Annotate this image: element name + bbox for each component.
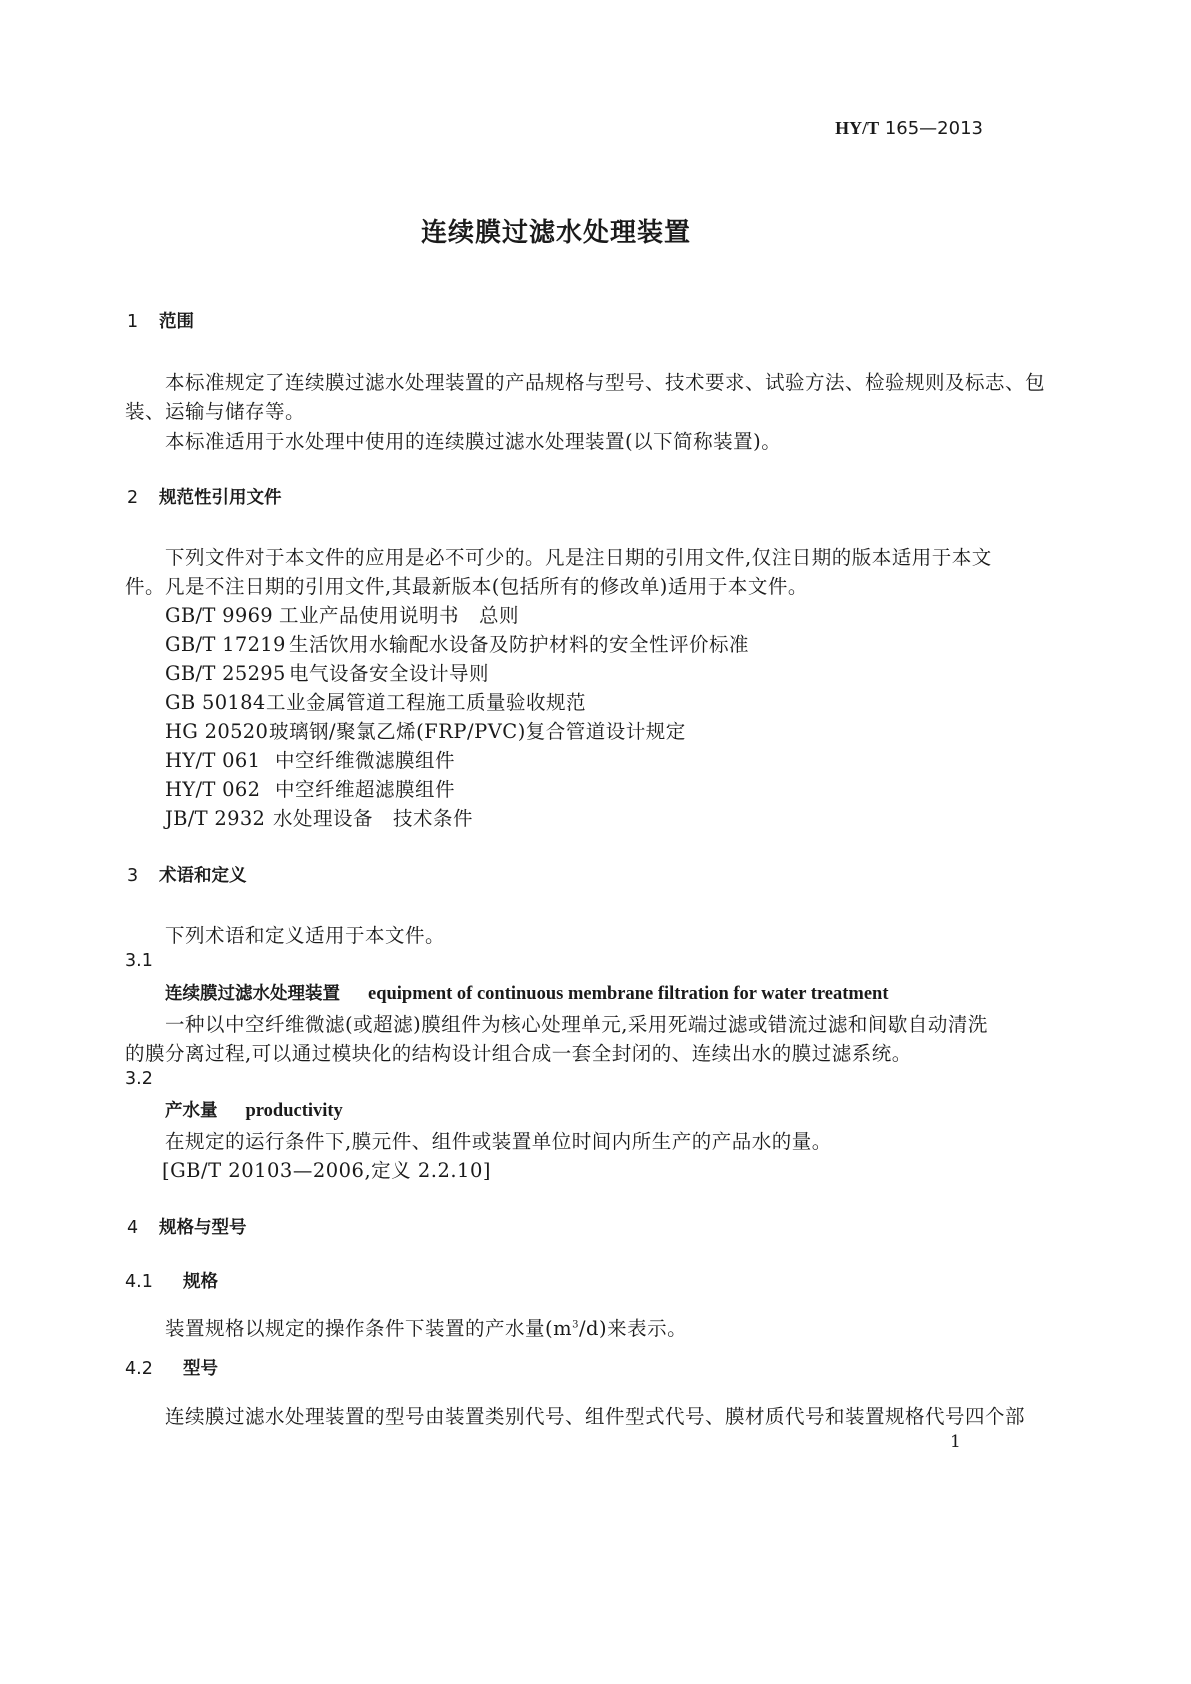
term-number: 3.1: [125, 951, 153, 971]
term-chinese: 连续膜过滤水处理装置: [165, 984, 340, 1004]
term-english: equipment of continuous membrane filtration for water treatment: [368, 984, 889, 1004]
subsection-number: 4.1: [125, 1272, 153, 1292]
reference-code: GB/T 25295: [165, 662, 286, 685]
reference-code: JB/T 2932: [165, 807, 266, 830]
section-3-heading: [127, 862, 247, 887]
reference-title: 生活饮用水输配水设备及防护材料的安全性评价标准: [289, 633, 750, 656]
section-title: 术语和定义: [159, 866, 247, 886]
paragraph-line: 连续膜过滤水处理装置的型号由装置类别代号、组件型式代号、膜材质代号和装置规格代号四个部: [165, 1405, 1026, 1428]
reference-code: HY/T 061: [165, 749, 261, 772]
reference-title: 中空纤维超滤膜组件: [275, 778, 456, 801]
paragraph: 本标准适用于水处理中使用的连续膜过滤水处理装置(以下简称装置)。: [165, 430, 782, 453]
definition-line: 一种以中空纤维微滤(或超滤)膜组件为核心处理单元,采用死端过滤或错流过滤和间歇自动清洗: [165, 1013, 988, 1036]
paragraph-line: 件。凡是不注日期的引用文件,其最新版本(包括所有的修改单)适用于本文件。: [125, 575, 808, 598]
reference-code: GB/T 17219: [165, 633, 286, 656]
reference-item: [165, 658, 489, 686]
section-title: 规格与型号: [159, 1218, 247, 1238]
paragraph-text: 装置规格以规定的操作条件下装置的产水量(m: [165, 1317, 573, 1340]
superscript: 3: [572, 1319, 579, 1331]
term-english: productivity: [245, 1101, 343, 1121]
section-2-heading: [127, 484, 282, 509]
section-number: 2: [127, 488, 139, 508]
term-entry: [165, 980, 889, 1005]
term-entry: [165, 1097, 343, 1122]
paragraph-line: 下列文件对于本文件的应用是必不可少的。凡是注日期的引用文件,仅注日期的版本适用于本文: [165, 546, 992, 569]
document-title: 连续膜过滤水处理装置: [420, 218, 691, 248]
paragraph: 下列术语和定义适用于本文件。: [165, 924, 446, 947]
reference-item: [165, 803, 473, 831]
reference-title: 中空纤维微滤膜组件: [275, 749, 456, 772]
definition-source: [GB/T 20103—2006,定义 2.2.10]: [162, 1159, 491, 1182]
paragraph-line: 本标准规定了连续膜过滤水处理装置的产品规格与型号、技术要求、试验方法、检验规则及标志、包: [165, 371, 1046, 394]
definition: 在规定的运行条件下,膜元件、组件或装置单位时间内所生产的产品水的量。: [165, 1130, 832, 1153]
section-title: 范围: [159, 312, 194, 332]
subsection-number: 4.2: [125, 1359, 153, 1379]
section-1-heading: [127, 308, 194, 333]
section-title: 规范性引用文件: [159, 488, 282, 508]
reference-title: 电气设备安全设计导则: [289, 662, 490, 685]
paragraph: [165, 1313, 687, 1341]
subsection-4-1-heading: [125, 1268, 218, 1293]
document-code: [835, 118, 983, 139]
paragraph-text: /d)来表示。: [578, 1317, 688, 1340]
subsection-title: 型号: [183, 1359, 218, 1379]
reference-item: [165, 600, 519, 628]
document-code-prefix: HY/T: [835, 118, 880, 138]
document-code-number: 165—2013: [884, 118, 983, 139]
reference-code: HG 20520: [165, 720, 269, 743]
reference-title: 玻璃钢/聚氯乙烯(FRP/PVC)复合管道设计规定: [269, 720, 686, 743]
definition-line: 的膜分离过程,可以通过模块化的结构设计组合成一套全封闭的、连续出水的膜过滤系统。: [125, 1042, 912, 1065]
paragraph-line: 装、运输与储存等。: [125, 400, 306, 423]
reference-code: GB/T 9969: [165, 604, 274, 627]
section-number: 1: [127, 312, 139, 332]
reference-code: GB 50184: [165, 691, 266, 714]
subsection-title: 规格: [183, 1272, 218, 1292]
term-number: 3.2: [125, 1069, 153, 1089]
reference-item: [165, 774, 455, 802]
section-number: 3: [127, 866, 139, 886]
subsection-4-2-heading: [125, 1355, 218, 1380]
reference-item: [165, 687, 586, 715]
reference-code: HY/T 062: [165, 778, 261, 801]
section-4-heading: [127, 1214, 247, 1239]
page-number: 1: [950, 1432, 961, 1452]
term-chinese: 产水量: [165, 1101, 218, 1121]
reference-title: 水处理设备 技术条件: [273, 807, 474, 830]
reference-title: 工业产品使用说明书 总则: [279, 604, 520, 627]
reference-title: 工业金属管道工程施工质量验收规范: [266, 691, 587, 714]
section-number: 4: [127, 1218, 139, 1238]
reference-item: [165, 745, 455, 773]
reference-item: [165, 716, 686, 744]
reference-item: [165, 629, 749, 657]
